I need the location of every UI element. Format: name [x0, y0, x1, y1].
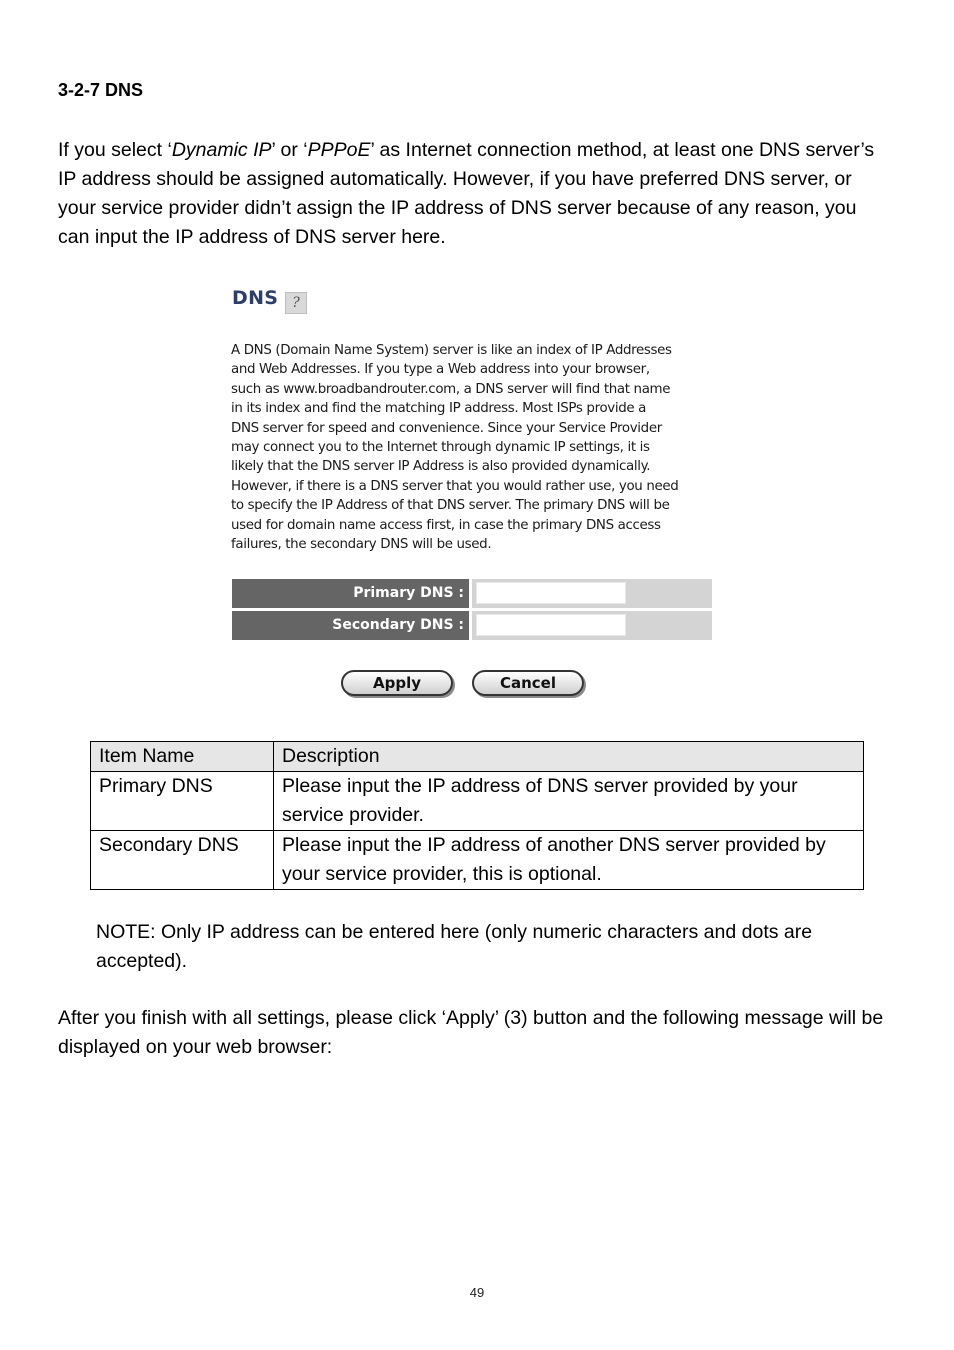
- header-item-name: Item Name: [91, 742, 274, 772]
- secondary-dns-cell: [472, 611, 712, 640]
- table-header-row: [91, 742, 864, 772]
- dns-page-title: DNS: [232, 287, 279, 309]
- dns-description: A DNS (Domain Name System) server is like an index of IP Addresses and Web Addresses. If you type a Web address into your browser, such as www.broadbandrouter.com, a DNS server will find that name in its index and find the matching IP address. Most ISPs provide a DNS server for speed and convenience. Since your Service Provider may connect you to the Internet through dynamic IP settings, it is likely that the DNS server IP Address is also provided dynamically. However, if there is a DNS server that you would rather use, you need to specify the IP Address of that DNS server. The primary DNS will be used for domain name access first, in case the primary DNS access failures, the secondary DNS will be used.: [231, 343, 679, 553]
- dns-form: [232, 579, 712, 643]
- intro-paragraph: [58, 136, 888, 252]
- secondary-dns-row: [232, 611, 712, 640]
- primary-dns-cell: [472, 579, 712, 608]
- row-description: Please input the IP address of another DNS server provided by your service provider, this is optional.: [274, 831, 864, 890]
- apply-button[interactable]: Apply: [341, 670, 453, 696]
- table-row: [91, 831, 864, 890]
- item-description-table: [90, 741, 864, 890]
- intro-text-3: ’ as Internet connection method, at least one DNS server’s IP address should be assigned automatically. However, if you have preferred DNS server, or your service provider didn’t assign the IP address of DNS server because of any reason, you can input the IP address of DNS server here.: [58, 139, 875, 248]
- primary-dns-row: [232, 579, 712, 608]
- intro-text-2: ’ or ‘: [271, 139, 308, 161]
- cancel-button[interactable]: Cancel: [472, 670, 584, 696]
- note-paragraph: NOTE: Only IP address can be entered here (only numeric characters and dots are accepted).: [96, 921, 813, 972]
- row-item-name: Primary DNS: [91, 772, 274, 831]
- intro-method-pppoe: PPPoE: [307, 139, 371, 161]
- primary-dns-label: Primary DNS :: [232, 579, 469, 608]
- table-row: [91, 772, 864, 831]
- after-paragraph: After you finish with all settings, please click ‘Apply’ (3) button and the following message will be displayed on your web browser:: [58, 1007, 884, 1058]
- help-icon[interactable]: ?: [285, 292, 307, 314]
- intro-text-1: If you select ‘: [58, 139, 172, 161]
- secondary-dns-input[interactable]: [476, 614, 626, 636]
- row-description: Please input the IP address of DNS server provided by your service provider.: [274, 772, 864, 831]
- row-item-name: Secondary DNS: [91, 831, 274, 890]
- intro-method-dynamic-ip: Dynamic IP: [171, 139, 272, 161]
- page-number: 49: [469, 1285, 485, 1300]
- dns-settings-screenshot: [230, 284, 725, 704]
- primary-dns-input[interactable]: [476, 582, 626, 604]
- header-description: Description: [274, 742, 864, 772]
- secondary-dns-label: Secondary DNS :: [232, 611, 469, 640]
- section-heading: 3-2-7 DNS: [58, 80, 144, 100]
